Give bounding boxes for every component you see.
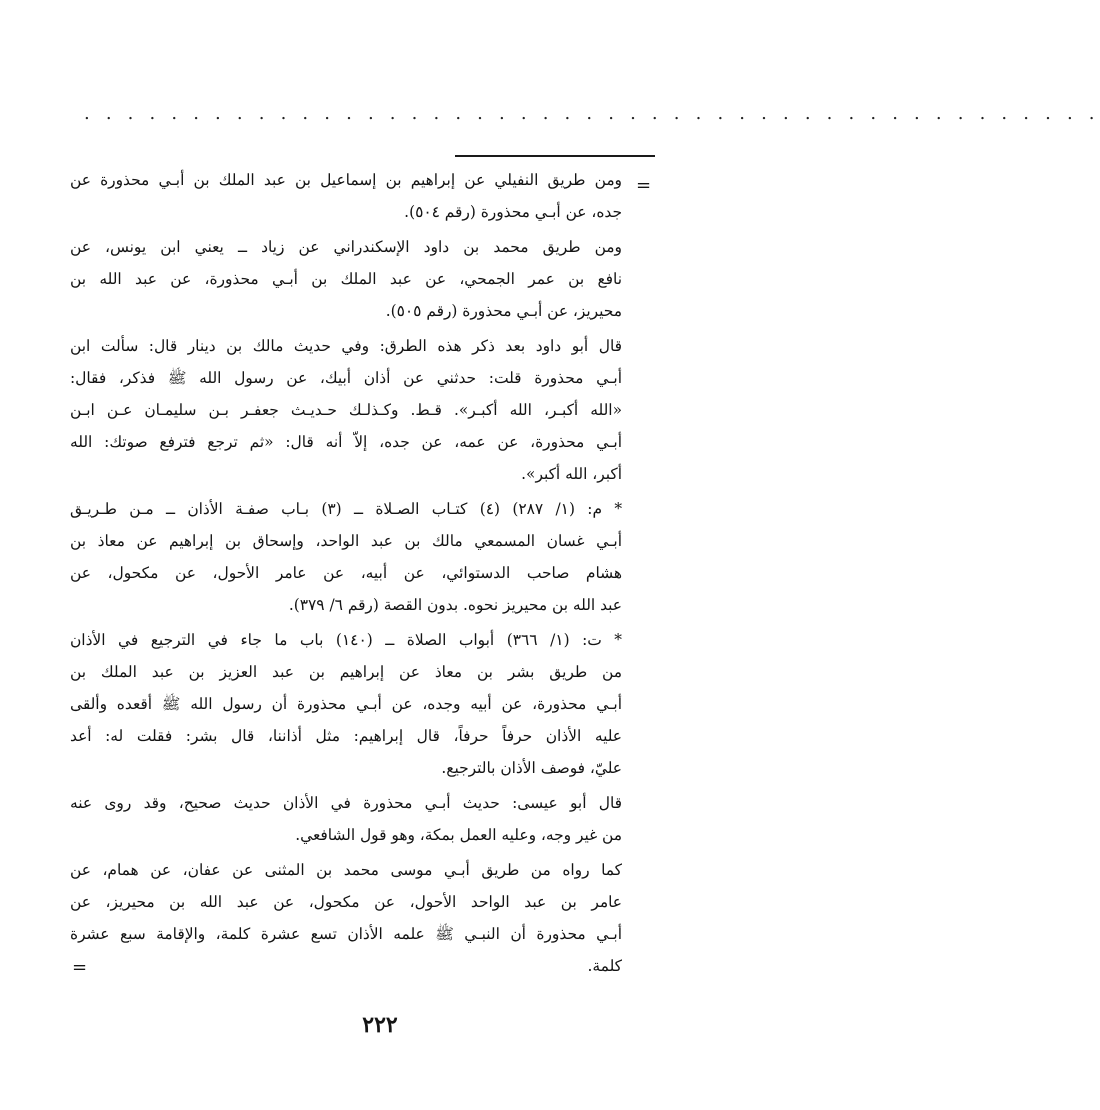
footnote-body [70,164,622,982]
paragraph [70,787,622,851]
text-line: كما رواه من طريق أبـي موسى محمد بن المثنى عن عفان، عن همام، عن [70,861,622,879]
text-line: عليّ، فوصف الأذان بالترجيع. [441,759,622,777]
text-line: من طريق بشر بن معاذ عن إبراهيم بن عبد العزيز بن عبد الملك بن [70,663,622,681]
page-number: ٢٢٢ [362,1012,398,1038]
paragraph [70,624,622,784]
text-line: * م: (١/ ٢٨٧) (٤) كتـاب الصـلاة ــ (٣) بـاب صفـة الأذان ــ مـن طـريـق [70,500,623,518]
footnote-rule [455,155,655,157]
text-line: جده، عن أبـي محذورة (رقم ٥٠٤). [404,203,622,221]
text-line: أبـي غسان المسمعي مالك بن عبد الواحد، وإسحاق بن إبراهيم عن معاذ بن [70,532,622,550]
text-line: أبـي محذورة، عن عمه، عن جده، إلاّ أنه قال: «ثم ترجع فترفع صوتك: الله [70,433,622,451]
dotted-separator: . . . . . . . . . . . . . . . . . . . . . . . . . . . . . . . . . . . . . . . . . . . . . . . [84,103,1100,124]
paragraph [70,493,622,621]
text-line: هشام صاحب الدستوائي، عن أبيه، عن عامر الأحول، عن مكحول، عن [70,564,622,582]
paragraph [70,231,622,327]
text-line: من غير وجه، وعليه العمل بمكة، وهو قول الشافعي. [295,826,622,844]
text-line: كلمة. [587,957,622,975]
text-line: أبـي محذورة، عن أبيه وجده، عن أبـي محذورة أن رسول الله ﷺ أقعده وألقى [70,695,622,713]
paragraph [70,854,622,982]
text-line: أبـي محذورة أن النبـي ﷺ علمه الأذان تسع عشرة كلمة، والإقامة سبع عشرة [70,925,622,943]
paragraph [70,164,622,228]
continuation-mark-top: = [636,175,652,196]
text-line: نافع بن عمر الجمحي، عن عبد الملك بن أبـي محذورة، عن عبد الله بن [70,270,622,288]
text-line: عامر بن عبد الواحد الأحول، عن مكحول، عن عبد الله بن محيريز، عن [70,893,622,911]
text-line: ومن طريق النفيلي عن إبراهيم بن إسماعيل بن عبد الملك بن أبـي محذورة عن [70,171,622,189]
text-line: محيريز، عن أبـي محذورة (رقم ٥٠٥). [385,302,622,320]
text-line: * ت: (١/ ٣٦٦) أبواب الصلاة ــ (١٤٠) باب ما جاء في الترجيع في الأذان [70,631,623,649]
text-line: قال أبو داود بعد ذكر هذه الطرق: وفي حديث مالك بن دينار قال: سألت ابن [70,337,622,355]
continuation-mark-bottom: = [72,957,88,978]
text-line: «الله أكبـر، الله أكبـر». قـط. وكـذلـك حـديـث جعفـر بـن سليمـان عـن ابـن [70,401,622,419]
text-line: عليه الأذان حرفاً حرفاً، قال إبراهيم: مثل أذاننا، قال بشر: فقلت له: أعد [70,727,622,745]
text-line: ومن طريق محمد بن داود الإسكندراني عن زياد ــ يعني ابن يونس، عن [70,238,622,256]
paragraph [70,330,622,490]
text-line: أبـي محذورة قلت: حدثني عن أذان أبيك، عن رسول الله ﷺ فذكر، فقال: [70,369,622,387]
text-line: عبد الله بن محيريز نحوه. بدون القصة (رقم ٦/ ٣٧٩). [288,596,622,614]
text-line: أكبر، الله أكبر». [521,465,622,483]
text-line: قال أبو عيسى: حديث أبـي محذورة في الأذان حديث صحيح، وقد روى عنه [70,794,622,812]
